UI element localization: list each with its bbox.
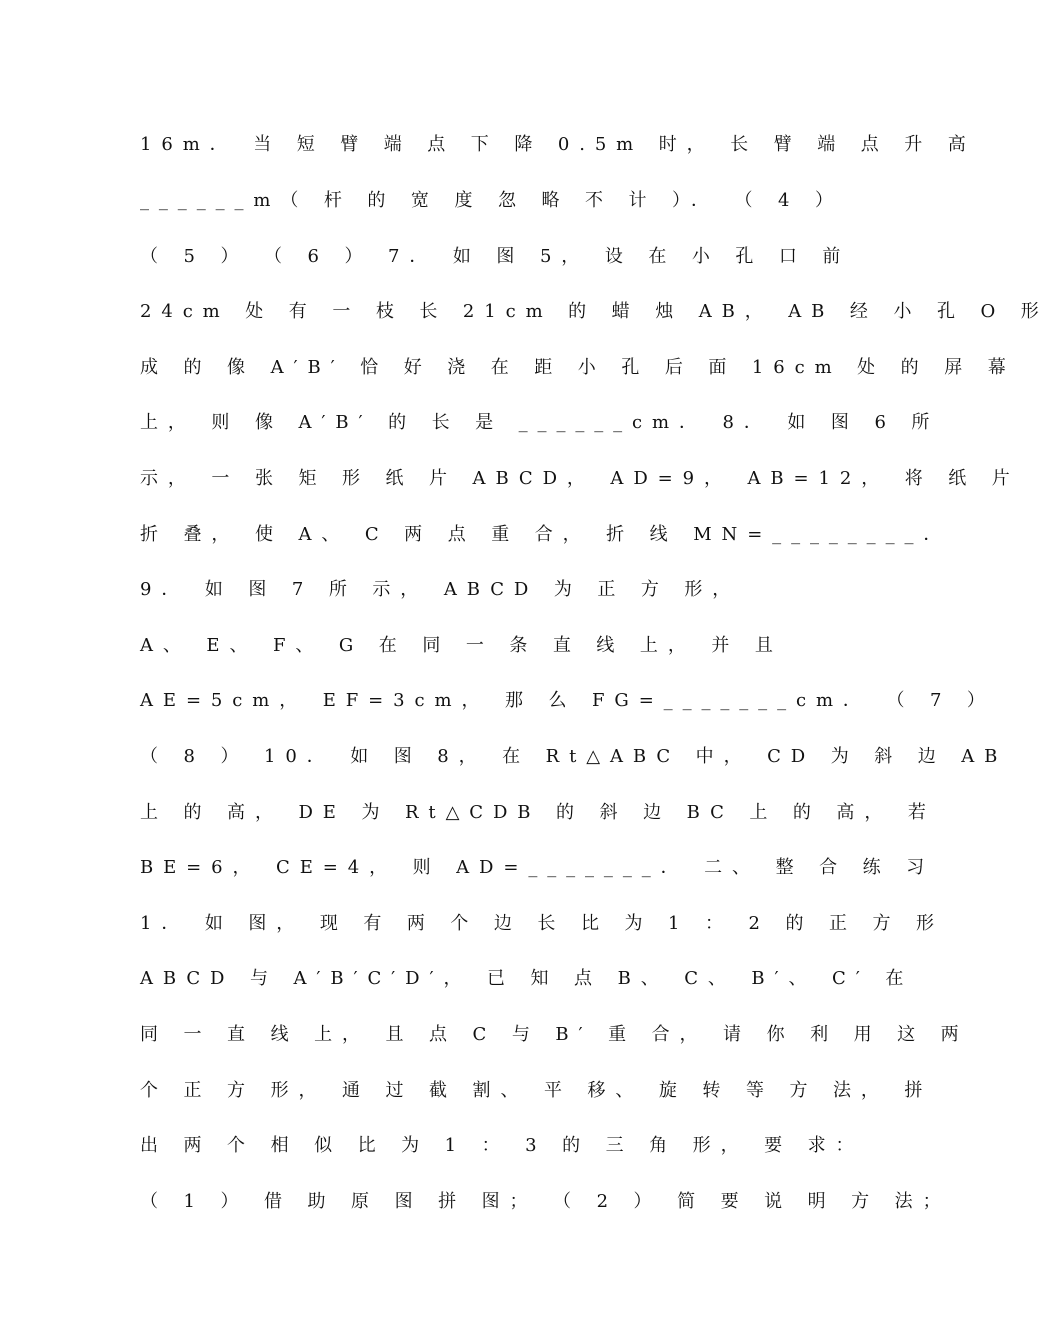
text-line-2: ______m（ 杆 的 宽 度 忽 略 不 计 ）． （ 4 ） — [140, 190, 843, 211]
text-line-18: 个 正 方 形， 通 过 截 割、 平 移、 旋 转 等 方 法， 拼 — [140, 1080, 933, 1101]
text-line-17: 同 一 直 线 上， 且 点 C 与 B′ 重 合， 请 你 利 用 这 两 — [140, 1024, 969, 1045]
text-line-12: （ 8 ） 10． 如 图 8， 在 Rt△ABC 中， CD 为 斜 边 AB — [140, 746, 1008, 767]
text-line-16: ABCD 与 A′B′C′D′， 已 知 点 B、 C、 B′、 C′ 在 — [140, 968, 914, 989]
text-line-4: 24cm 处 有 一 枝 长 21cm 的 蜡 烛 AB， AB 经 小 孔 O 形 — [140, 301, 1049, 322]
text-line-3: （ 5 ） （ 6 ） 7． 如 图 5， 设 在 小 孔 口 前 — [140, 246, 851, 267]
text-line-9: 9． 如 图 7 所 示， ABCD 为 正 方 形， — [140, 579, 741, 600]
text-line-19: 出 两 个 相 似 比 为 1 ： 3 的 三 角 形， 要 求： — [140, 1135, 864, 1156]
text-line-13: 上 的 高， DE 为 Rt△CDB 的 斜 边 BC 上 的 高， 若 — [140, 802, 936, 823]
text-line-14: BE=6， CE=4， 则 AD=_______． 二、 整 合 练 习 — [140, 857, 935, 878]
text-line-15: 1． 如 图， 现 有 两 个 边 长 比 为 1 ： 2 的 正 方 形 — [140, 913, 944, 934]
text-line-20: （ 1 ） 借 助 原 图 拼 图； （ 2 ） 简 要 说 明 方 法； — [140, 1191, 951, 1212]
text-line-7: 示， 一 张 矩 形 纸 片 ABCD， AD=9， AB=12， 将 纸 片 — [140, 468, 1020, 489]
text-line-5: 成 的 像 A′B′ 恰 好 浇 在 距 小 孔 后 面 16cm 处 的 屏 幕 — [140, 357, 1016, 378]
text-line-1: 16m． 当 短 臂 端 点 下 降 0.5m 时， 长 臂 端 点 升 高 — [140, 134, 976, 155]
text-line-10: A、 E、 F、 G 在 同 一 条 直 线 上， 并 且 — [140, 635, 783, 656]
text-line-6: 上， 则 像 A′B′ 的 长 是 ______cm． 8． 如 图 6 所 — [140, 412, 940, 433]
text-line-11: AE=5cm， EF=3cm， 那 么 FG=_______cm． （ 7 ） — [140, 690, 995, 711]
text-line-8: 折 叠， 使 A、 C 两 点 重 合， 折 线 MN=________． — [140, 524, 952, 545]
